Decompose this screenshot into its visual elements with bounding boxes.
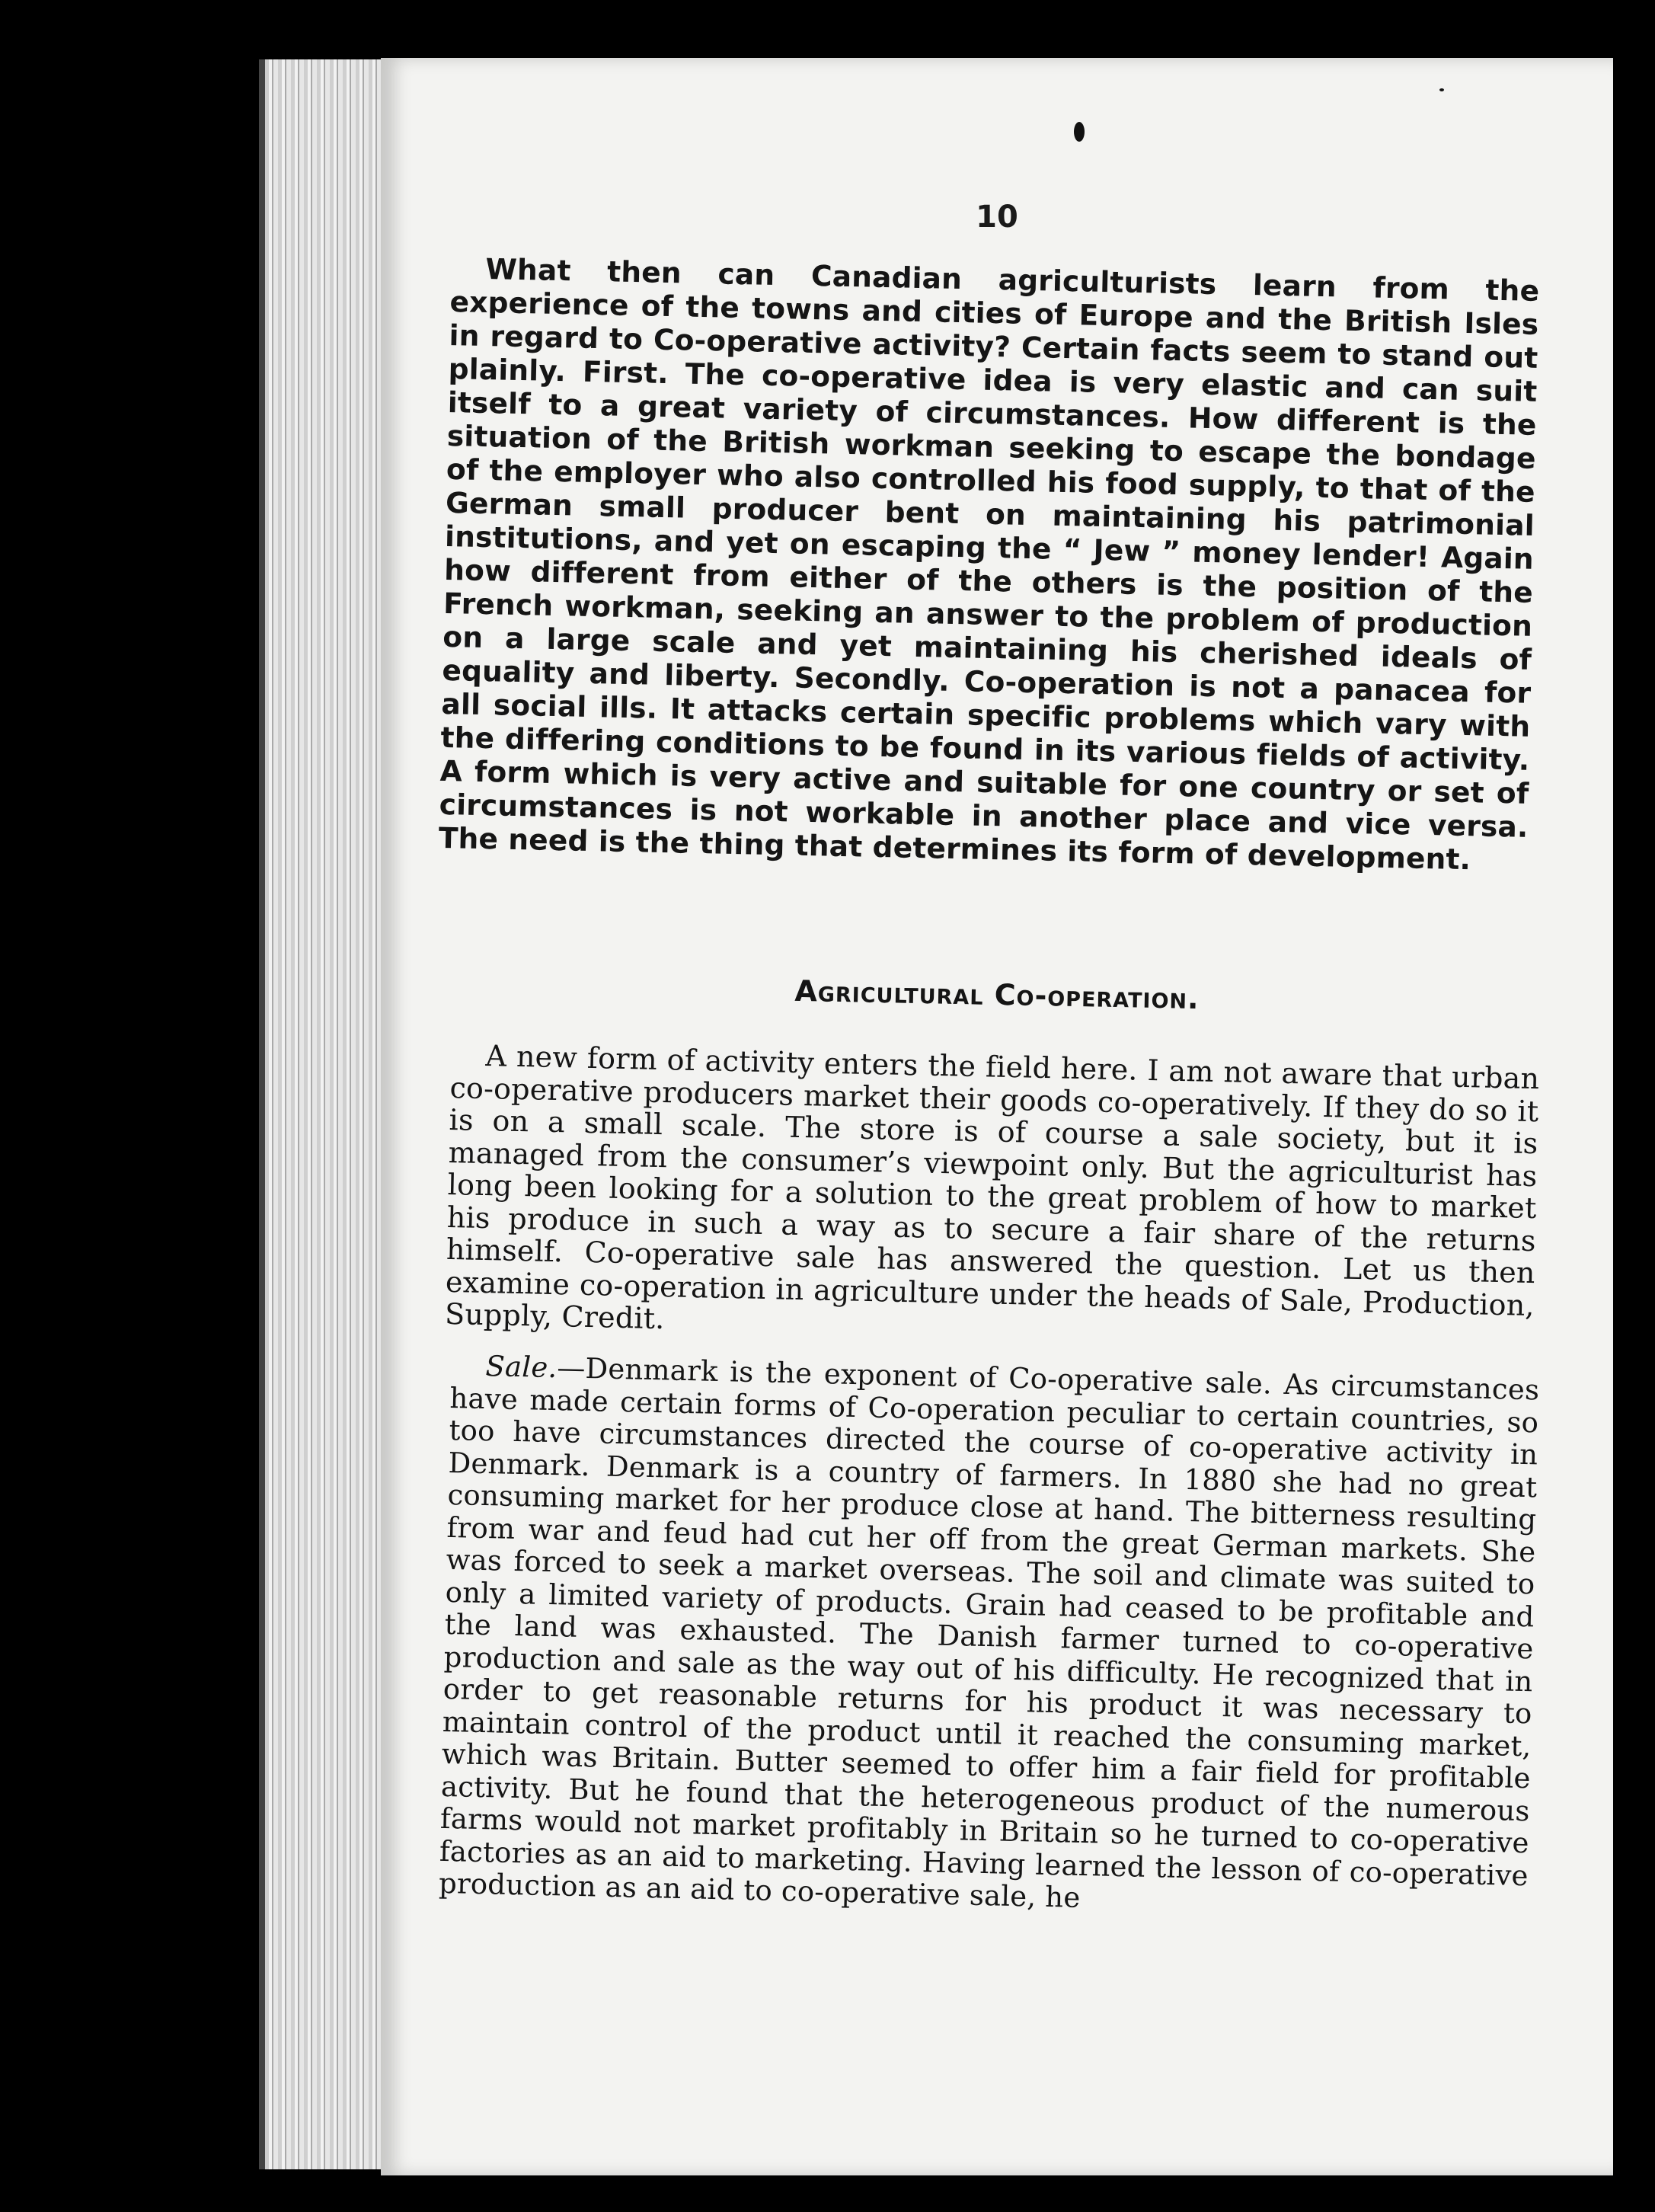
paragraph-2 (445, 1039, 1540, 1354)
paragraph-3 (439, 1350, 1540, 1925)
paragraph-2-text: A new form of activity enters the field here. I am not aware that urban co-operative producers market their goods co-operatively. If they do so it is on a small scale. The store is of course a sale society, but it is managed from the consumer’s viewpoint only. But the agriculturist has long been looking for a solution to the great problem of how to market his produce in such a way as to secure a fair share of the returns himself. Co-operative sale has answered the question. Let us then examine co-operation in agriculture under the heads of Sale, Production, Supply, Credit. (444, 1039, 1540, 1336)
book-page-edges (259, 59, 395, 2169)
ink-speck (1439, 88, 1444, 91)
ink-speck (1074, 122, 1085, 142)
paragraph-1-text: What then can Canadian agriculturists learn from the experience of the towns and cities of Europe and the British Isles in regard to Co-operative activity? Certain facts seem to stand out plainly. First. The co-operative idea is very elastic and can suit itself to a great variety of circumstances. How different is the situation of the British workman seeking to escape the bondage of the employer who also controlled his food supply, to that of the German small producer bent on maintaining his patrimonial institutions, and yet on escaping the “ Jew ” money lender! Again how different from either of the others is the position of the French workman, seeking an answer to the problem of production on a large scale and yet maintaining his cherished ideals of equality and liberty. Secondly. Co-operation is not a panacea for all social ills. It attacks certain specific problems which vary with the differing conditions to be found in its various fields of activity. A form which is very active and suitable for one country or set of circumstances is not workable in another place and vice versa. The need is the thing that determines its form of development. (438, 251, 1540, 877)
paragraph-3-body (439, 1350, 1540, 1925)
paragraph-3-runin: Sale. (485, 1350, 558, 1385)
section-heading: Agricultural Co-operation. (794, 973, 1200, 1016)
paragraph-1 (438, 251, 1539, 877)
book-page (381, 58, 1613, 2175)
page-number: 10 (976, 200, 1018, 235)
paragraph-3-text: —Denmark is the exponent of Co-operative sale. As circumstances have made certain forms of Co-operation peculiar to certain countries, so too have circumstances directed the course of co-operative activity in Denmark. Denmark is a country of farmers. In 1880 she had no great consuming market for her produce close at hand. The bitterness resulting from war and feud had cut her off from the great German markets. She was forced to seek a market overseas. The soil and climate was suited to only a limited variety of products. Grain had ceased to be profitable and the land was exhausted. The Danish farmer turned to co-operative production and sale as the way out of his difficulty. He recognized that in order to get reasonable returns for his product it was necessary to maintain control of the product until it reached the consuming market, which was Britain. Butter seemed to offer him a fair field for profitable activity. But he found that the heterogeneous product of the numerous farms would not market profitably in Britain so he turned to co-operative factories as an aid to marketing. Having learned the lesson of co-operative production as an aid to co-operative sale, he (438, 1351, 1540, 1914)
